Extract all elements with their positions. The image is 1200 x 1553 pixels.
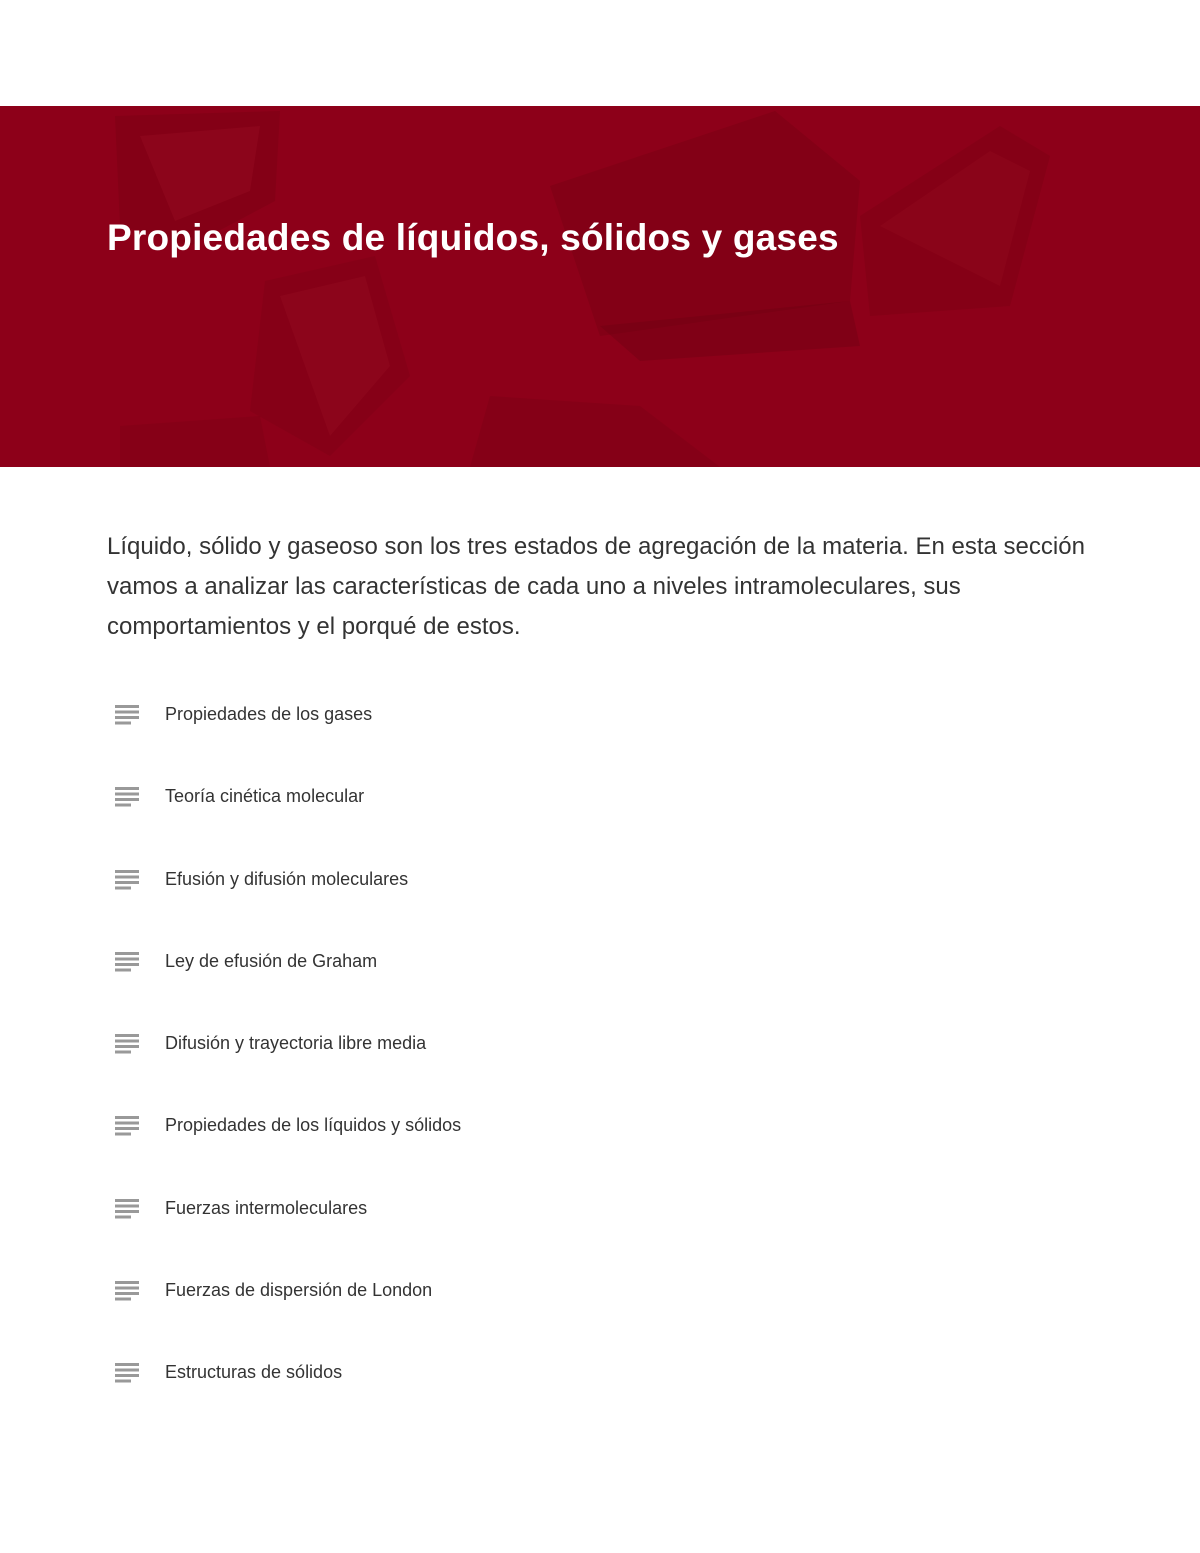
lesson-label: Estructuras de sólidos [165,1362,343,1383]
lesson-lines-icon [115,870,141,890]
lesson-item[interactable] [107,935,1107,1017]
lesson-label: Propiedades de los gases [165,704,373,724]
lesson-lines-icon [115,952,141,972]
lesson-lines-icon [115,1116,141,1136]
lesson-lines-icon [115,1034,141,1054]
lesson-lines-icon [115,1199,141,1219]
lesson-item[interactable] [107,688,1107,770]
crystal-background-image [0,106,1200,467]
lesson-label: Teoría cinética molecular [165,786,365,807]
lesson-lines-icon [115,705,141,725]
lesson-item[interactable] [107,1099,1107,1181]
lesson-label: Difusión y trayectoria libre media [165,1033,427,1054]
lesson-item[interactable] [107,1182,1107,1264]
lesson-item[interactable] [107,770,1107,852]
lesson-lines-icon [115,1363,141,1383]
hero-banner [0,106,1200,467]
lesson-label: Fuerzas de dispersión de London [165,1280,433,1301]
lesson-lines-icon [115,1281,141,1301]
lesson-label: Efusión y difusión moleculares [165,868,409,889]
lesson-lines-icon [115,787,141,807]
intro-paragraph: Líquido, sólido y gaseoso son los tres estados de agregación de la materia. En esta sección vamos a analizar las características de cada uno a niveles intramoleculares, sus comportamientos y el porqué de estos. [107,533,1085,640]
lesson-label: Propiedades de los líquidos y sólidos [165,1115,462,1136]
lesson-item[interactable] [107,1017,1107,1099]
lesson-item[interactable] [107,1346,1107,1428]
lesson-label: Fuerzas intermoleculares [165,1197,368,1218]
lesson-label: Ley de efusión de Graham [165,950,378,971]
page-title: Propiedades de líquidos, sólidos y gases [107,217,839,258]
lesson-item[interactable] [107,1264,1107,1346]
lesson-list [107,688,1107,1429]
lesson-item[interactable] [107,853,1107,935]
